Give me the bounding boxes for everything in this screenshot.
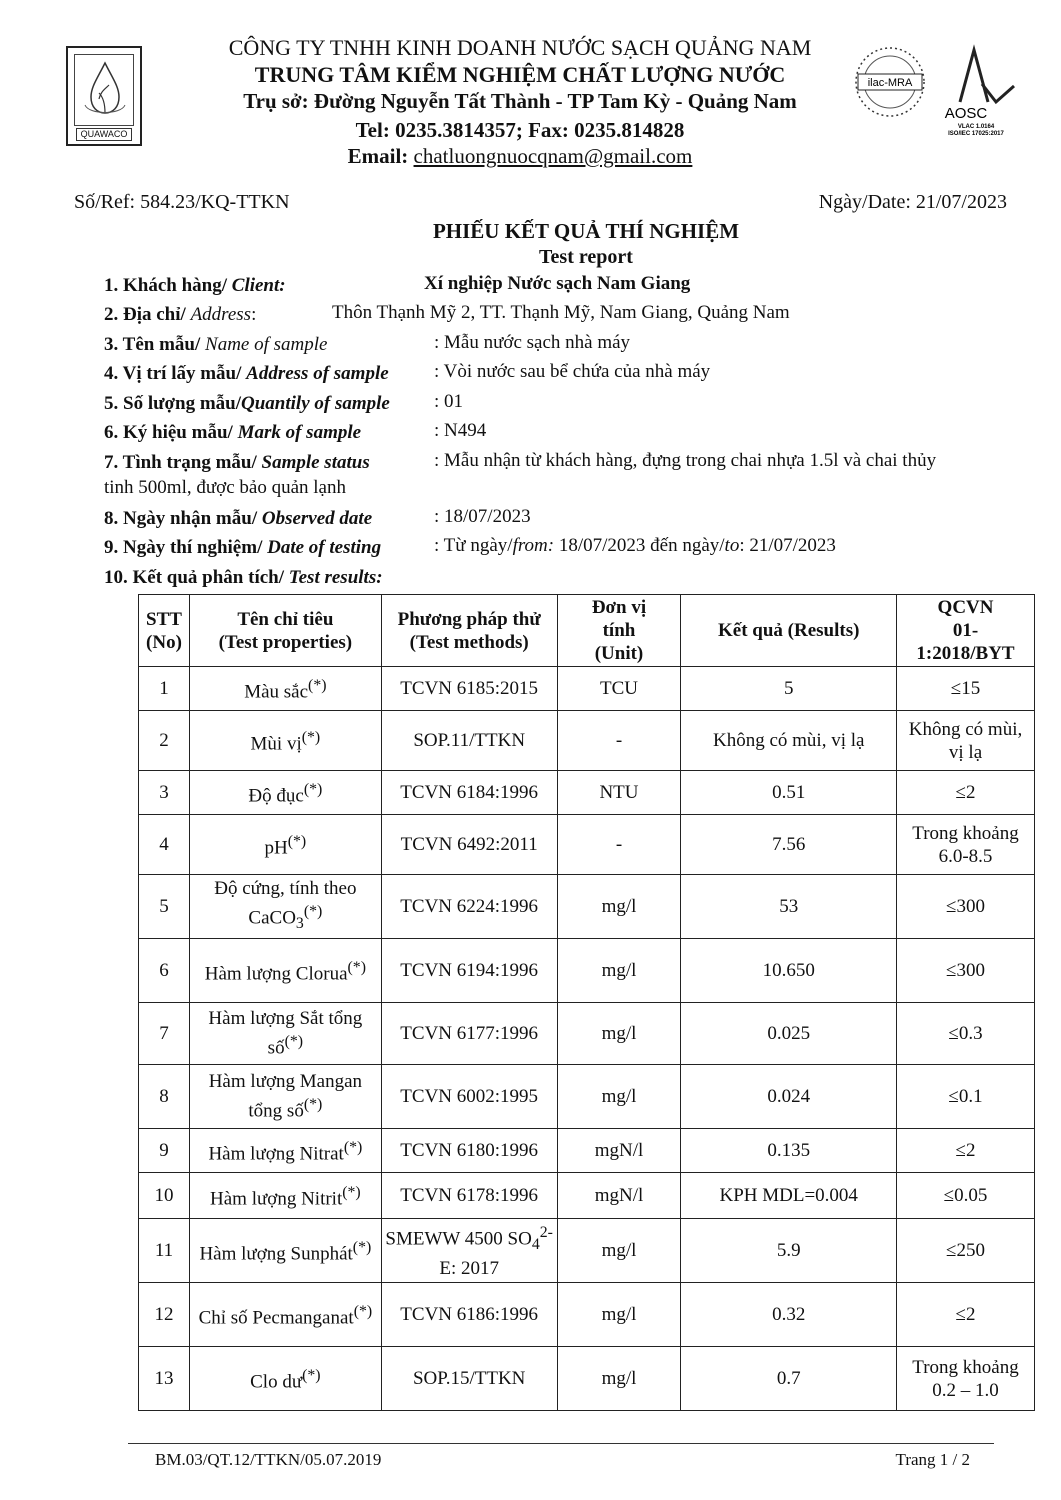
quantity-row bbox=[104, 391, 390, 416]
cell-unit: mg/l bbox=[557, 1283, 681, 1347]
cell-limit: ≤250 bbox=[897, 1219, 1035, 1283]
cell-unit: mgN/l bbox=[557, 1173, 681, 1219]
cell-method: TCVN 6492:2011 bbox=[381, 815, 557, 875]
ilac-mra-logo bbox=[852, 40, 928, 124]
company-name: CÔNG TY TNHH KINH DOANH NƯỚC SẠCH QUẢNG NAM bbox=[228, 35, 812, 60]
client-value: Xí nghiệp Nước sạch Nam Giang bbox=[424, 273, 691, 294]
cell-property: Hàm lượng Mangan tổng số(*) bbox=[189, 1065, 381, 1129]
location-label-en: Address of sample bbox=[246, 363, 389, 384]
mark-label-en: Mark of sample bbox=[237, 422, 362, 443]
aosc-label: AOSC bbox=[944, 105, 988, 122]
cell-method: SOP.11/TTKN bbox=[381, 711, 557, 771]
reference-number: Số/Ref: 584.23/KQ-TTKN bbox=[74, 191, 290, 213]
quantity-value: : 01 bbox=[434, 391, 464, 412]
email-link[interactable]: chatluongnuocqnam@gmail.com bbox=[413, 144, 693, 168]
report-date: Ngày/Date: 21/07/2023 bbox=[818, 191, 1007, 213]
cell-property: Mùi vị(*) bbox=[189, 711, 381, 771]
received-value: : 18/07/2023 bbox=[434, 506, 531, 527]
received-row bbox=[104, 506, 372, 531]
col-header-stt: STT (No) bbox=[139, 595, 190, 667]
cell-unit: mg/l bbox=[557, 1219, 681, 1283]
quantity-label: 5. Số lượng mẫu/ bbox=[104, 393, 242, 414]
cell-stt: 5 bbox=[139, 875, 190, 939]
table-row bbox=[139, 1065, 1035, 1129]
cell-property: Độ đục(*) bbox=[189, 771, 381, 815]
sample-name-value: : Mẫu nước sạch nhà máy bbox=[434, 332, 631, 353]
footer-divider bbox=[128, 1443, 994, 1444]
table-row bbox=[139, 1347, 1035, 1411]
cell-unit: mg/l bbox=[557, 1003, 681, 1065]
aosc-logo bbox=[930, 40, 1022, 136]
status-value: : Mẫu nhận từ khách hàng, đựng trong chai nhựa 1.5l và chai thủy bbox=[434, 450, 937, 471]
cell-unit: mg/l bbox=[557, 1065, 681, 1129]
cell-unit: mg/l bbox=[557, 875, 681, 939]
cell-result: 10.650 bbox=[681, 939, 897, 1003]
table-row bbox=[139, 711, 1035, 771]
table-row bbox=[139, 1173, 1035, 1219]
cell-limit: Trong khoảng 6.0-8.5 bbox=[897, 815, 1035, 875]
cell-method: SOP.15/TTKN bbox=[381, 1347, 557, 1411]
cell-unit: NTU bbox=[557, 771, 681, 815]
cell-unit: mg/l bbox=[557, 939, 681, 1003]
received-label-en: Observed date bbox=[261, 508, 373, 529]
cell-limit: ≤300 bbox=[897, 875, 1035, 939]
email-line bbox=[180, 143, 860, 170]
cell-limit: ≤0.3 bbox=[897, 1003, 1035, 1065]
client-row bbox=[104, 273, 286, 298]
center-name: TRUNG TÂM KIỂM NGHIỆM CHẤT LƯỢNG NƯỚC bbox=[254, 62, 786, 87]
table-row bbox=[139, 939, 1035, 1003]
col-header-limit: QCVN 01- 1:2018/BYT bbox=[897, 595, 1035, 667]
col-header-method: Phương pháp thử (Test methods) bbox=[381, 595, 557, 667]
water-drop-icon bbox=[74, 54, 134, 126]
cell-unit: TCU bbox=[557, 667, 681, 711]
cell-stt: 9 bbox=[139, 1129, 190, 1173]
cell-property: Hàm lượng Sắt tổng số(*) bbox=[189, 1003, 381, 1065]
cell-unit: mgN/l bbox=[557, 1129, 681, 1173]
cell-stt: 12 bbox=[139, 1283, 190, 1347]
report-title: PHIẾU KẾT QUẢ THÍ NGHIỆM bbox=[432, 219, 740, 243]
cell-method: TCVN 6002:1995 bbox=[381, 1065, 557, 1129]
cell-property: Hàm lượng Clorua(*) bbox=[189, 939, 381, 1003]
logo-caption: QUAWACO bbox=[76, 128, 132, 141]
received-label: 8. Ngày nhận mẫu/ bbox=[104, 508, 258, 529]
cell-result: Không có mùi, vị lạ bbox=[681, 711, 897, 771]
aosc-vlac: VLAC 1.0164 bbox=[957, 124, 995, 130]
address-row: 2. Địa chỉ/ Address: bbox=[104, 304, 257, 325]
testing-label: 9. Ngày thí nghiệm/ bbox=[104, 537, 263, 558]
cell-property: Độ cứng, tính theo CaCO$_3$(*) bbox=[189, 875, 381, 939]
cell-method: TCVN 6194:1996 bbox=[381, 939, 557, 1003]
cell-property: Hàm lượng Nitrit(*) bbox=[189, 1173, 381, 1219]
cell-stt: 13 bbox=[139, 1347, 190, 1411]
cell-result: 0.51 bbox=[681, 771, 897, 815]
cell-property: Hàm lượng Sunphát(*) bbox=[189, 1219, 381, 1283]
results-table bbox=[138, 594, 1035, 1411]
table-row bbox=[139, 1003, 1035, 1065]
page-number: Trang 1 / 2 bbox=[895, 1450, 970, 1469]
cell-limit: ≤15 bbox=[897, 667, 1035, 711]
cell-unit: - bbox=[557, 711, 681, 771]
cell-property: Chỉ số Pecmanganat(*) bbox=[189, 1283, 381, 1347]
form-code: BM.03/QT.12/TTKN/05.07.2019 bbox=[155, 1450, 382, 1469]
company-logo bbox=[66, 46, 142, 146]
location-row bbox=[104, 361, 389, 386]
cell-property: Clo dư(*) bbox=[189, 1347, 381, 1411]
mark-value: : N494 bbox=[434, 420, 487, 441]
cell-stt: 2 bbox=[139, 711, 190, 771]
cell-result: 53 bbox=[681, 875, 897, 939]
cell-limit: ≤0.05 bbox=[897, 1173, 1035, 1219]
quantity-label-en: Quantily of sample bbox=[241, 393, 390, 414]
cell-result: 0.135 bbox=[681, 1129, 897, 1173]
cell-unit: - bbox=[557, 815, 681, 875]
cell-limit: ≤2 bbox=[897, 771, 1035, 815]
cell-stt: 8 bbox=[139, 1065, 190, 1129]
table-row bbox=[139, 667, 1035, 711]
cell-property: Hàm lượng Nitrat(*) bbox=[189, 1129, 381, 1173]
testing-value: : Từ ngày/from: 18/07/2023 đến ngày/to: 21/07/2023 bbox=[434, 535, 836, 556]
cell-result: KPH MDL=0.004 bbox=[681, 1173, 897, 1219]
cell-method: SMEWW 4500 $SO_4^{2-}$ E: 2017 bbox=[381, 1219, 557, 1283]
address-label: 2. Địa chỉ/ bbox=[104, 304, 186, 325]
cell-method: TCVN 6180:1996 bbox=[381, 1129, 557, 1173]
table-row bbox=[139, 1219, 1035, 1283]
cell-result: 0.024 bbox=[681, 1065, 897, 1129]
cell-property: pH(*) bbox=[189, 815, 381, 875]
cell-property: Màu sắc(*) bbox=[189, 667, 381, 711]
sample-name-label-en: Name of sample bbox=[205, 334, 328, 355]
head-office-address: Trụ sở: Đường Nguyễn Tất Thành - TP Tam Kỳ - Quảng Nam bbox=[243, 89, 797, 113]
client-label: 1. Khách hàng/ bbox=[104, 275, 228, 296]
address-label-en: Address bbox=[190, 304, 252, 325]
cell-method: TCVN 6185:2015 bbox=[381, 667, 557, 711]
ilac-mra-label: ilac-MRA bbox=[867, 77, 913, 89]
testing-row bbox=[104, 535, 381, 560]
cell-limit: Không có mùi, vị lạ bbox=[897, 711, 1035, 771]
table-row bbox=[139, 1129, 1035, 1173]
cell-result: 0.32 bbox=[681, 1283, 897, 1347]
cell-stt: 10 bbox=[139, 1173, 190, 1219]
cell-stt: 3 bbox=[139, 771, 190, 815]
testing-label-en: Date of testing bbox=[267, 537, 382, 558]
cell-result: 5.9 bbox=[681, 1219, 897, 1283]
cell-stt: 4 bbox=[139, 815, 190, 875]
mark-label: 6. Ký hiệu mẫu/ bbox=[104, 422, 233, 443]
address-value: Thôn Thạnh Mỹ 2, TT. Thạnh Mỹ, Nam Giang, Quảng Nam bbox=[332, 302, 790, 323]
location-value: : Vòi nước sau bể chứa của nhà máy bbox=[434, 361, 711, 382]
status-label: 7. Tình trạng mẫu/ bbox=[104, 452, 257, 473]
col-header-unit: Đơn vị tính (Unit) bbox=[557, 595, 681, 667]
cell-result: 5 bbox=[681, 667, 897, 711]
table-row bbox=[139, 875, 1035, 939]
status-value-cont: tinh 500ml, được bảo quản lạnh bbox=[104, 477, 346, 498]
cell-result: 7.56 bbox=[681, 815, 897, 875]
cell-stt: 11 bbox=[139, 1219, 190, 1283]
email-label: Email: bbox=[347, 144, 414, 168]
phone-fax: Tel: 0235.3814357; Fax: 0235.814828 bbox=[355, 118, 685, 142]
cell-result: 0.025 bbox=[681, 1003, 897, 1065]
cell-stt: 6 bbox=[139, 939, 190, 1003]
cell-stt: 1 bbox=[139, 667, 190, 711]
aosc-iso: ISO/IEC 17025:2017 bbox=[948, 131, 1004, 136]
table-row bbox=[139, 815, 1035, 875]
cell-limit: ≤300 bbox=[897, 939, 1035, 1003]
col-header-result: Kết quả (Results) bbox=[681, 595, 897, 667]
cell-method: TCVN 6178:1996 bbox=[381, 1173, 557, 1219]
location-label: 4. Vị trí lấy mẫu/ bbox=[104, 363, 242, 384]
cell-method: TCVN 6224:1996 bbox=[381, 875, 557, 939]
sample-name-row bbox=[104, 332, 327, 357]
cell-unit: mg/l bbox=[557, 1347, 681, 1411]
table-row bbox=[139, 771, 1035, 815]
cell-method: TCVN 6184:1996 bbox=[381, 771, 557, 815]
cell-method: TCVN 6186:1996 bbox=[381, 1283, 557, 1347]
cell-method: TCVN 6177:1996 bbox=[381, 1003, 557, 1065]
cell-stt: 7 bbox=[139, 1003, 190, 1065]
sample-name-label: 3. Tên mẫu/ bbox=[104, 334, 201, 355]
table-row bbox=[139, 1283, 1035, 1347]
results-row bbox=[104, 565, 383, 590]
report-subtitle: Test report bbox=[539, 246, 633, 268]
results-label: 10. Kết quả phân tích/ bbox=[104, 567, 285, 588]
client-label-en: Client: bbox=[231, 275, 286, 296]
status-row bbox=[104, 450, 370, 475]
cell-limit: ≤0.1 bbox=[897, 1065, 1035, 1129]
results-label-en: Test results: bbox=[288, 567, 383, 588]
mark-row bbox=[104, 420, 361, 445]
col-header-property: Tên chỉ tiêu (Test properties) bbox=[189, 595, 381, 667]
table-header-row bbox=[139, 595, 1035, 667]
cell-limit: Trong khoảng 0.2 – 1.0 bbox=[897, 1347, 1035, 1411]
cell-limit: ≤2 bbox=[897, 1129, 1035, 1173]
cell-result: 0.7 bbox=[681, 1347, 897, 1411]
cell-limit: ≤2 bbox=[897, 1283, 1035, 1347]
status-label-en: Sample status bbox=[261, 452, 370, 473]
